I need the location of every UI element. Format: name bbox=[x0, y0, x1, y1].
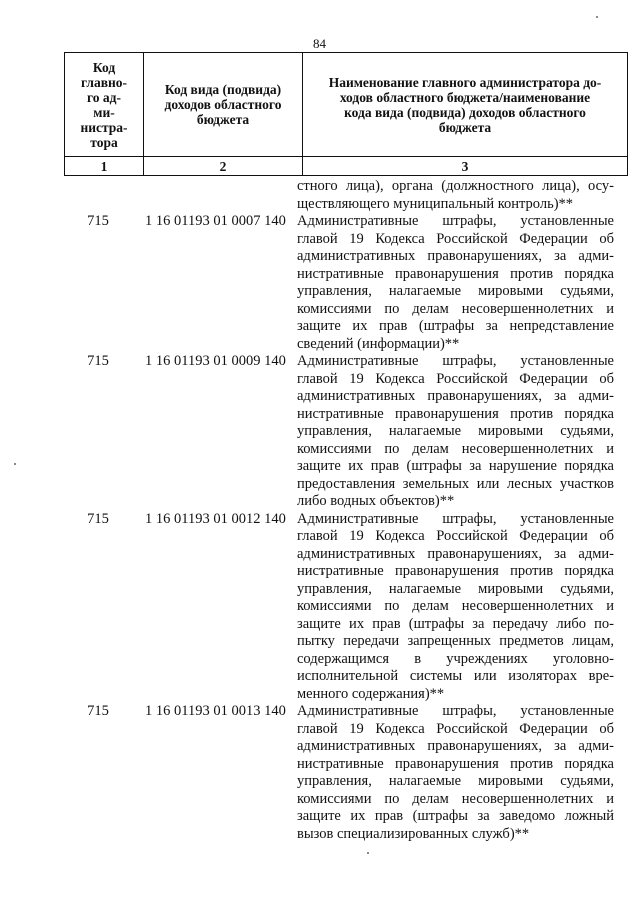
name-line: комиссиями по делам несовершеннолетних и bbox=[297, 790, 614, 807]
header-line: главно- bbox=[80, 74, 128, 90]
table-row bbox=[64, 353, 628, 511]
header-line: тора bbox=[90, 134, 118, 150]
header-col-name bbox=[303, 53, 628, 157]
name-line: административных правонарушениях, за адми- bbox=[297, 738, 614, 754]
name-line: сведений (информации)** bbox=[297, 335, 460, 352]
name-line: ществляющего муниципальный контроль)** bbox=[297, 195, 574, 212]
header-row bbox=[65, 53, 628, 157]
header-col-number: 1 bbox=[65, 157, 144, 176]
header-line: ходов областного бюджета/наименование bbox=[339, 89, 591, 105]
name-line: управления, налагаемые мировыми судьями, bbox=[297, 423, 614, 439]
name-line: нистративные правонарушения против порядка bbox=[297, 265, 614, 282]
admin-code-cell: 715 bbox=[87, 353, 109, 369]
name-line: Административные штрафы, установленные bbox=[297, 353, 614, 369]
name-cell bbox=[297, 703, 614, 843]
name-line: либо водных объектов)** bbox=[297, 493, 455, 509]
header-col-income-code bbox=[144, 53, 303, 157]
header-line: бюджета bbox=[196, 112, 250, 127]
header-line: Наименование главного администратора до- bbox=[328, 74, 602, 90]
income-code-cell: 1 16 01193 01 0007 140 bbox=[145, 213, 286, 229]
name-line: главой 19 Кодекса Российской Федерации об bbox=[297, 528, 614, 544]
header-number-row bbox=[65, 157, 628, 176]
header-line: Код bbox=[92, 59, 116, 75]
table-row bbox=[64, 511, 628, 704]
name-line: управления, налагаемые мировыми судьями, bbox=[297, 773, 614, 789]
header-line: ми- bbox=[93, 104, 115, 120]
table-row bbox=[64, 703, 628, 843]
name-cell bbox=[297, 353, 614, 511]
name-line: административных правонарушениях, за адми- bbox=[297, 545, 614, 562]
name-line: главой 19 Кодекса Российской Федерации об bbox=[297, 720, 614, 737]
name-line: содержащимся в учреждениях уголовно- bbox=[297, 650, 614, 667]
header-col-number: 2 bbox=[144, 157, 303, 176]
scan-speck bbox=[14, 463, 16, 465]
name-line: защите их прав (штрафы за нарушение порядка bbox=[297, 458, 614, 474]
continuation-row bbox=[64, 178, 628, 213]
name-line: главой 19 Кодекса Российской Федерации об bbox=[297, 230, 614, 247]
name-line: управления, налагаемые мировыми судьями, bbox=[297, 580, 614, 597]
name-line: комиссиями по делам несовершеннолетних и bbox=[297, 440, 614, 457]
name-cell bbox=[297, 213, 614, 353]
name-line: стного лица), органа (должностного лица), осу- bbox=[297, 178, 614, 194]
name-line: главой 19 Кодекса Российской Федерации об bbox=[297, 370, 614, 387]
name-line: предоставления земельных или лесных участков bbox=[297, 475, 614, 492]
name-line: защите их прав (штрафы за заведомо ложный bbox=[297, 808, 614, 824]
name-line: нистративные правонарушения против порядка bbox=[297, 405, 614, 422]
name-line: пытку передачи запрещенных предметов лицам, bbox=[297, 633, 614, 649]
name-line: комиссиями по делам несовершеннолетних и bbox=[297, 300, 614, 317]
name-line: Административные штрафы, установленные bbox=[297, 510, 614, 527]
table-row bbox=[64, 213, 628, 353]
name-line: нистративные правонарушения против порядка bbox=[297, 755, 614, 772]
table-body bbox=[64, 178, 628, 843]
income-code-cell: 1 16 01193 01 0013 140 bbox=[145, 703, 286, 719]
name-line: менного содержания)** bbox=[297, 685, 445, 702]
name-line: комиссиями по делам несовершеннолетних и bbox=[297, 598, 614, 614]
income-code-cell: 1 16 01193 01 0009 140 bbox=[145, 353, 286, 369]
table-header bbox=[64, 52, 628, 176]
page-number: 84 bbox=[313, 36, 326, 51]
scan-speck bbox=[596, 16, 598, 18]
header-col-number: 3 bbox=[303, 157, 628, 176]
header-line: го ад- bbox=[87, 89, 121, 105]
header-line: нистра- bbox=[80, 119, 128, 135]
income-code-cell: 1 16 01193 01 0012 140 bbox=[145, 510, 286, 527]
name-line: Административные штрафы, установленные bbox=[297, 703, 614, 719]
header-line: доходов областного bbox=[164, 97, 282, 112]
name-cell bbox=[297, 511, 614, 704]
name-line: исполнительной системы или изоляторах вре- bbox=[297, 668, 614, 684]
scan-speck bbox=[367, 852, 369, 854]
name-line: управления, налагаемые мировыми судьями, bbox=[297, 283, 614, 299]
name-line: защите их прав (штрафы за передачу либо по- bbox=[297, 615, 614, 632]
header-line: бюджета bbox=[438, 119, 492, 135]
header-col-admin-code bbox=[65, 53, 144, 157]
admin-code-cell: 715 bbox=[87, 213, 109, 229]
continuation-text bbox=[297, 178, 614, 213]
name-line: вызов специализированных служб)** bbox=[297, 825, 530, 842]
name-line: Административные штрафы, установленные bbox=[297, 213, 614, 229]
name-line: нистративные правонарушения против порядка bbox=[297, 563, 614, 579]
name-line: защите их прав (штрафы за непредставление bbox=[297, 318, 614, 334]
admin-code-cell: 715 bbox=[87, 703, 109, 719]
name-line: административных правонарушениях, за адми- bbox=[297, 388, 614, 404]
header-line: Код вида (подвида) bbox=[164, 82, 282, 97]
admin-code-cell: 715 bbox=[87, 510, 109, 527]
name-line: административных правонарушениях, за адми- bbox=[297, 248, 614, 264]
header-line: кода вида (подвида) доходов областного bbox=[344, 104, 586, 120]
